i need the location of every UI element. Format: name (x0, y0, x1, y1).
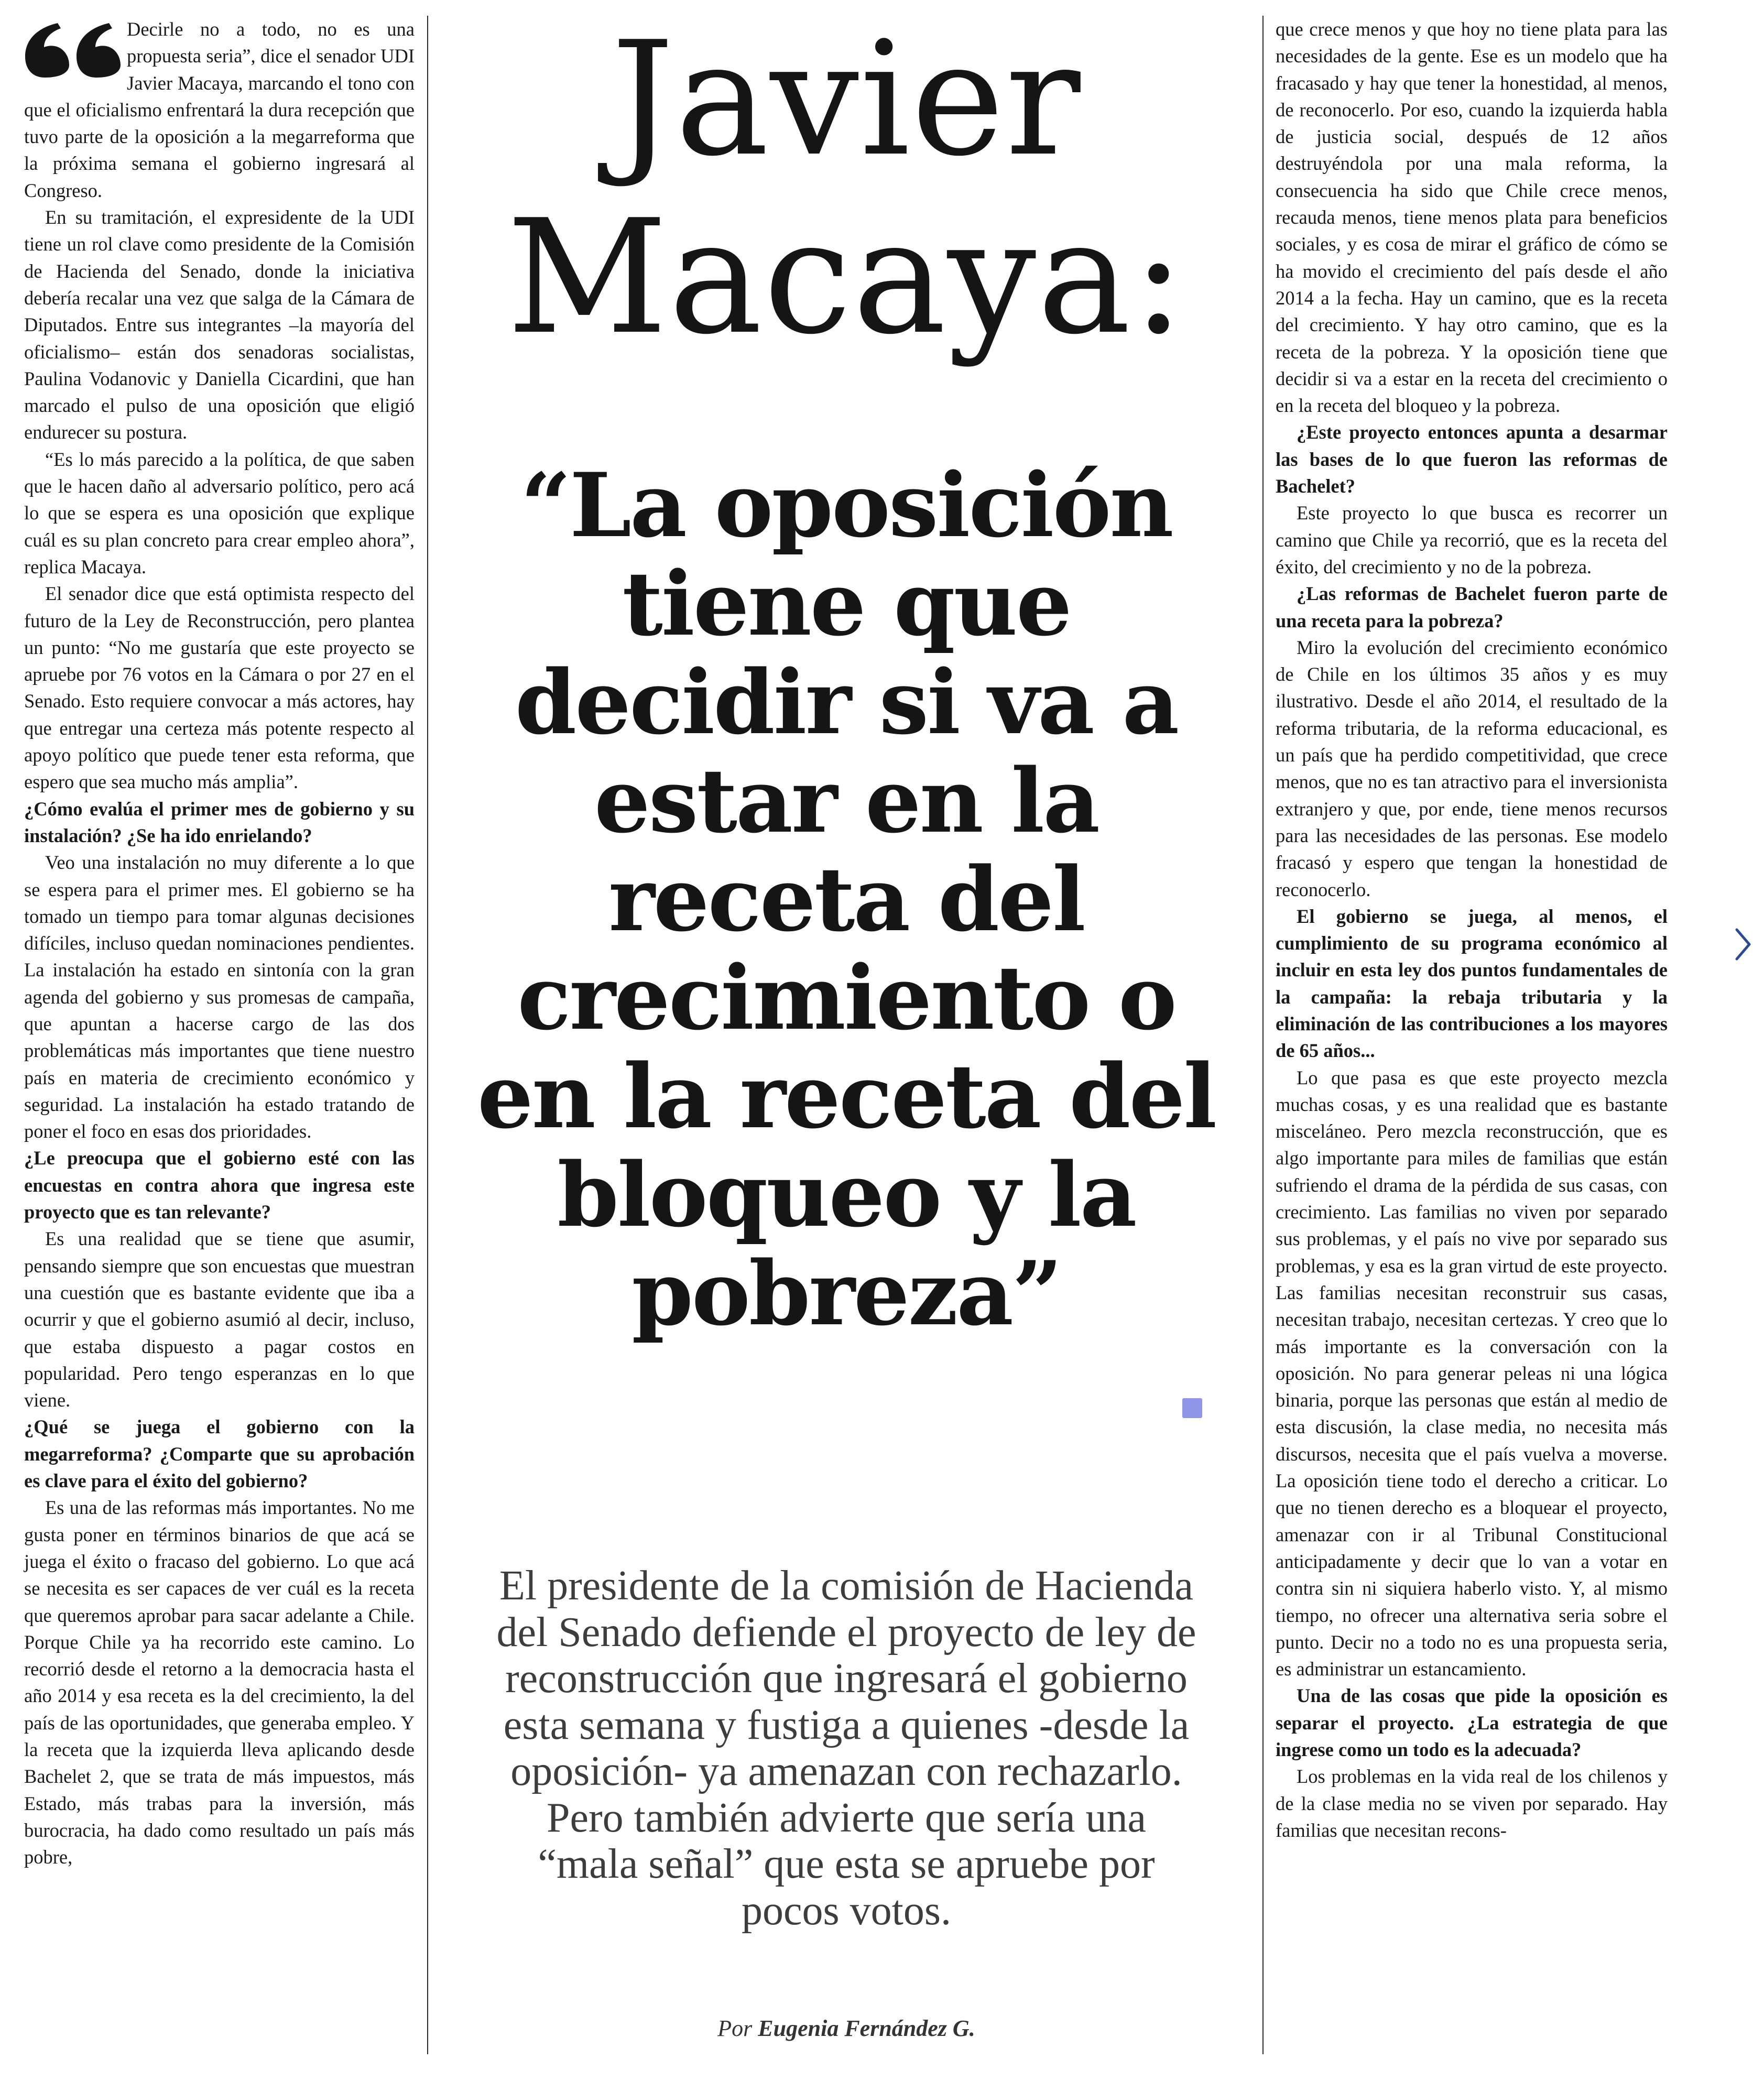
byline (461, 2014, 1232, 2043)
interview-question: ¿Las reformas de Bachelet fueron parte de una receta para la pobreza? (1276, 583, 1668, 631)
interview-question: ¿Cómo evalúa el primer mes de gobierno y su instalación? ¿Se ha ido enrielando? (24, 798, 415, 846)
body-paragraph: El senador dice que está optimista respecto del futuro de la Ley de Reconstrucción, pero plantea un punto: “No me gustaría que este proyecto se apruebe por 76 votos en la Cámara o por 27 en el Senado. Esto requiere convocar a más actores, hay que entregar una certeza más potente respecto al apoyo político que puede tener esta reforma, que espero que sea mucho más amplia”. (24, 583, 415, 793)
interview-question: ¿Este proyecto entonces apunta a desarmar las bases de lo que fueron las reformas de Bachelet? (1276, 421, 1668, 497)
interview-question: ¿Le preocupa que el gobierno esté con las encuestas en contra ahora que ingresa este proyecto que es tan relevante? (24, 1147, 415, 1223)
interview-answer: Este proyecto lo que busca es recorrer un camino que Chile ya recorrió, que es la receta del éxito, del crecimiento y no de la pobreza. (1276, 502, 1668, 578)
byline-prefix: Por (717, 2015, 753, 2041)
chevron-right-icon[interactable] (1733, 927, 1754, 962)
interview-question: ¿Qué se juega el gobierno con la megarreforma? ¿Comparte que su aprobación es clave para el éxito del gobierno? (24, 1416, 415, 1492)
interview-answer: Es una realidad que se tiene que asumir, pensando siempre que son encuestas que muestran una cuestión que es bastante evidente que iba a ocurrir y que el gobierno asumió al decir, incluso, que estaba dispuesto a pagar costos en popularidad. Pero tengo esperanzas en lo que viene. (24, 1228, 415, 1411)
interview-answer: Los problemas en la vida real de los chilenos y de la clase media no se viven por separado. Hay familias que necesitan recons- (1276, 1766, 1668, 1841)
headline-name-line: Macaya: (506, 186, 1186, 369)
interview-answer: que crece menos y que hoy no tiene plata para las necesidades de la gente. Ese es un modelo que ha fracasado y hay que tener la honestidad, al menos, de reconocerlo. Por eso, cuando la izquierda habla de justicia social, después de 12 años destruyéndola por una mala reforma, la consecuencia ha sido que Chile crece menos, recauda menos, tiene menos plata para beneficios sociales, y es cosa de mirar el gráfico de cómo se ha movido el crecimiento del país desde el año 2014 a la fecha. Hay un camino, que es la receta del crecimiento. Y hay otro camino, que es la receta de la pobreza. Y la oposición tiene que decidir si va a estar en la receta del crecimiento o en la receta del bloqueo y la pobreza. (1276, 18, 1668, 417)
annotation-marker-icon[interactable] (1182, 1398, 1202, 1418)
interview-answer: Veo una instalación no muy diferente a lo que se espera para el primer mes. El gobierno se ha tomado un tiempo para tomar algunas decisiones difíciles, incluso quedan nominaciones pendientes. La instalación ha estado en sintonía con la gran agenda del gobierno y sus promesas de campaña, que apuntan a hacerse cargo de las dos problemáticas más importantes que tiene nuestro país en materia de crecimiento económico y seguridad. La instalación ha estado tratando de poner el foco en esas dos prioridades. (24, 852, 415, 1142)
interview-answer: Miro la evolución del crecimiento económico de Chile en los últimos 35 años y es muy ilustrativo. Desde el año 2014, el resultado de la reforma tributaria, de la reforma educacional, es un país que ha perdido competitividad, que crece menos, que no es tan atractivo para el inversionista extranjero y que, por ende, tiene menos recursos para las necesidades de las personas. Ese modelo fracasó y espero que tengan la honestidad de reconocerlo. (1276, 636, 1668, 900)
body-paragraph: En su tramitación, el expresidente de la UDI tiene un rol clave como presidente de la Comisión de Hacienda del Senado, donde la iniciativa debería recalar una vez que salga de la Cámara de Diputados. Entre sus integrantes –la mayoría del oficialismo– están dos senadoras socialistas, Paulina Vodanovic y Daniella Cicardini, que han marcado el pulso de una oposición que eligió endurecer su postura. (24, 206, 415, 443)
interview-answer: Es una de las reformas más importantes. No me gusta poner en términos binarios de que acá se juega el éxito o fracaso del gobierno. Lo que acá se necesita es ser capaces de ver cuál es la receta que queremos aprobar para sacar adelante a Chile. Porque Chile ya ha recorrido este camino. Lo recorrió desde el retorno a la democracia hasta el año 2014 y esa receta es la del crecimiento, la del país de las oportunidades, que generaba empleo. Y la receta que la izquierda lleva aplicando desde Bachelet 2, que se trata de más impuestos, más Estado, más trabas para la inversión, más burocracia, ha dado como resultado un país más pobre, (24, 1497, 415, 1868)
intro-paragraph: Decirle no a todo, no es una propuesta seria”, dice el senador UDI Javier Macaya, marcando el tono con que el oficialismo enfrentará la dura recepción que tuvo parte de la oposición a la megarreforma que la próxima semana el gobierno ingresará al Congreso. (24, 18, 415, 201)
headline-name-line: Javier (611, 8, 1082, 191)
deck-summary: El presidente de la comisión de Hacienda del Senado defiende el proyecto de ley de reconstrucción que ingresará el gobierno esta semana y fustiga a quienes -desde la oposición- ya amenazan con rechazarlo. Pero también advierte que sería una “mala señal” que esta se apruebe por pocos votos. (496, 1563, 1196, 1934)
headline-quote: “La oposición tiene que decidir si va a estar en la receta del crecimiento o en la receta del bloqueo y la pobreza” (477, 453, 1216, 1345)
interview-question: Una de las cosas que pide la oposición es separar el proyecto. ¿La estrategia de que ingrese como un todo es la adecuada? (1276, 1685, 1668, 1760)
column-divider (1262, 16, 1264, 2054)
headline-name (461, 10, 1232, 367)
interview-question: El gobierno se juega, al menos, el cumplimiento de su programa económico al incluir en esta ley dos puntos fundamentales de la campaña: la rebaja tributaria y la eliminación de las contribuciones a los mayores de 65 años... (1276, 905, 1668, 1062)
interview-answer: Lo que pasa es que este proyecto mezcla muchas cosas, y es una realidad que es bastante misceláneo. Pero mezcla reconstrucción, que es algo importante para miles de familias que están sufriendo el drama de la pérdida de sus casas, con crecimiento. Las familias no viven por separado sus problemas, y el país no vive por separado sus problemas, y esa es la gran virtud de este proyecto. Las familias necesitan reconstruir sus casas, necesitan trabajo, necesitan certezas. Y creo que lo más importante es la conversación con la oposición. No para generar peleas ni una lógica binaria, porque las personas que están al medio de esta discusión, la clase media, no necesita más discursos, necesita que el país vuelva a moverse. La oposición tiene todo el derecho a criticar. Lo que no tienen derecho es a bloquear el proyecto, amenazar con ir al Tribunal Constitucional anticipadamente y decir que lo van a votar en contra sin ni siquiera haberlo visto. Y, al mismo tiempo, no ofrecer una alternativa seria sobre el punto. Decir no a todo no es una propuesta seria, es administrar un estancamiento. (1276, 1066, 1668, 1680)
byline-author: Eugenia Fernández G. (758, 2015, 975, 2041)
body-paragraph: “Es lo más parecido a la política, de que saben que le hacen daño al adversario político, pero acá lo que se espera es una oposición que explique cuál es su plan concreto para crear empleo ahora”, replica Macaya. (24, 448, 415, 578)
column-divider (427, 16, 428, 2054)
left-column (24, 16, 415, 1870)
open-quote-icon (24, 23, 127, 78)
right-column (1276, 16, 1668, 1844)
